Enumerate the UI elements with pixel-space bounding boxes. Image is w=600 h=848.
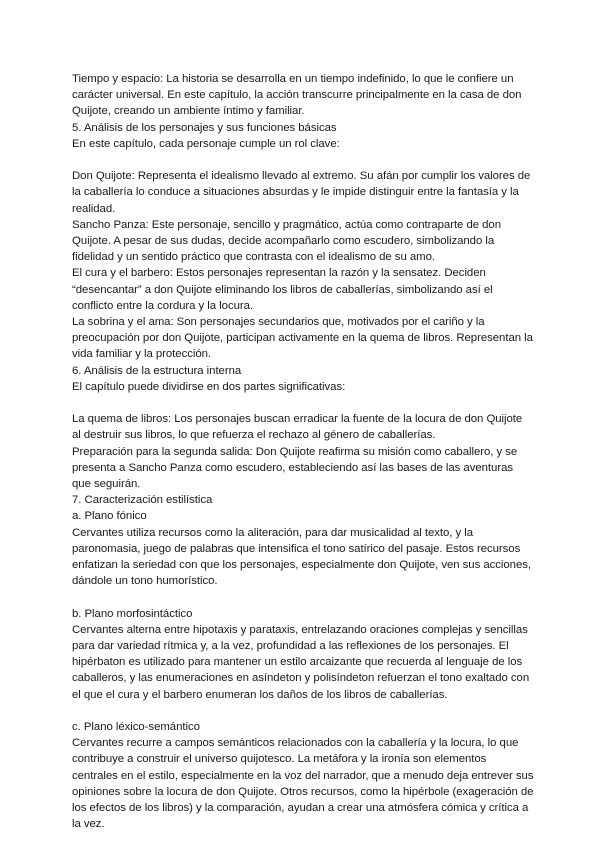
paragraph-intro-personajes: En este capítulo, cada personaje cumple un rol clave:: [72, 137, 340, 150]
paragraph-plano-morfosintactico: Cervantes alterna entre hipotaxis y parataxis, entrelazando oraciones complejas y sencillas para dar variedad rítmica y, a la vez, profundidad a las reflexiones de los personajes. El hipérbaton es utilizado para mantener un estilo arcaizante que recuerda al lenguaje de los caballeros, y las enumeraciones en asíndeton y polisíndeton refuerzan el tono exaltado con el que el cura y el barbero enumeran los daños de los libros de caballerías.: [72, 623, 530, 701]
paragraph-sobrina-ama: La sobrina y el ama: Son personajes secundarios que, motivados por el cariño y la preocupación por don Quijote, participan activamente en la quema de libros. Representan la vida familiar y la protección.: [72, 316, 533, 361]
paragraph-plano-lexico-semantico: Cervantes recurre a campos semánticos relacionados con la caballería y la locura, lo que contribuye a construir el universo quijotesco. La metáfora y la ironía son elementos centrales en el estilo, especialmente en la voz del narrador, que a menudo deja entrever sus opiniones sobre la locura de don Quijote. Otros recursos, como la hipérbole (exageración de los efectos de los libros) y la comparación, ayudan a crear una atmósfera cómica y crítica a la vez.: [72, 737, 534, 831]
spacer: [72, 152, 534, 168]
paragraph-segunda-salida: Preparación para la segunda salida: Don Quijote reafirma su misión como caballero, y se presenta a Sancho Panza como escudero, estableciendo así las bases de las aventuras que seguirán.: [72, 445, 518, 491]
paragraph-intro-estructura: El capítulo puede dividirse en dos partes significativas:: [72, 380, 346, 393]
spacer: [72, 703, 534, 719]
section-heading-estructura: 6. Análisis de la estructura interna: [72, 364, 242, 377]
paragraph-quema-libros: La quema de libros: Los personajes buscan erradicar la fuente de la locura de don Quijote al destruir sus libros, lo que refuerza el rechazo al género de caballerías.: [72, 413, 523, 442]
paragraph-sancho-panza: Sancho Panza: Este personaje, sencillo y pragmático, actúa como contraparte de don Quijote. A pesar de sus dudas, decide acompañarlo como escudero, simbolizando la fidelidad y un sentido práctico que contrasta con el idealismo de su amo.: [72, 218, 502, 264]
paragraph-cura-barbero: El cura y el barbero: Estos personajes representan la razón y la sensatez. Deciden “desencantar” a don Quijote eliminando los libros de caballerías, simbolizando así el conflicto entre la cordura y la locura.: [72, 267, 493, 312]
subheading-plano-lexico-semantico: c. Plano léxico-semántico: [72, 721, 200, 734]
subheading-plano-morfosintactico: b. Plano morfosintáctico: [72, 607, 193, 620]
spacer: [72, 589, 534, 605]
section-heading-estilistica: 7. Caracterización estilística: [72, 494, 213, 507]
paragraph-tiempo-espacio: Tiempo y espacio: La historia se desarrolla en un tiempo indefinido, lo que le confiere un carácter universal. En este capítulo, la acción transcurre principalmente en la casa de don Quijote, creando un ambiente íntimo y familiar.: [72, 73, 522, 118]
paragraph-plano-fonico: Cervantes utiliza recursos como la aliteración, para dar musicalidad al texto, y la paronomasia, juego de palabras que intensifica el tono satírico del pasaje. Estos recursos enfatizan la seriedad con que los personajes, especialmente don Quijote, ven sus acciones, dándole un tono humorístico.: [72, 526, 532, 588]
section-heading-personajes: 5. Análisis de los personajes y sus funciones básicas: [72, 121, 337, 134]
paragraph-don-quijote: Don Quijote: Representa el idealismo llevado al extremo. Su afán por cumplir los valores de la caballería lo conduce a situaciones absurdas y le impide distinguir entre la fantasía y la realidad.: [72, 170, 531, 215]
spacer: [72, 395, 534, 411]
subheading-plano-fonico: a. Plano fónico: [72, 510, 147, 523]
document-body: [72, 71, 534, 832]
